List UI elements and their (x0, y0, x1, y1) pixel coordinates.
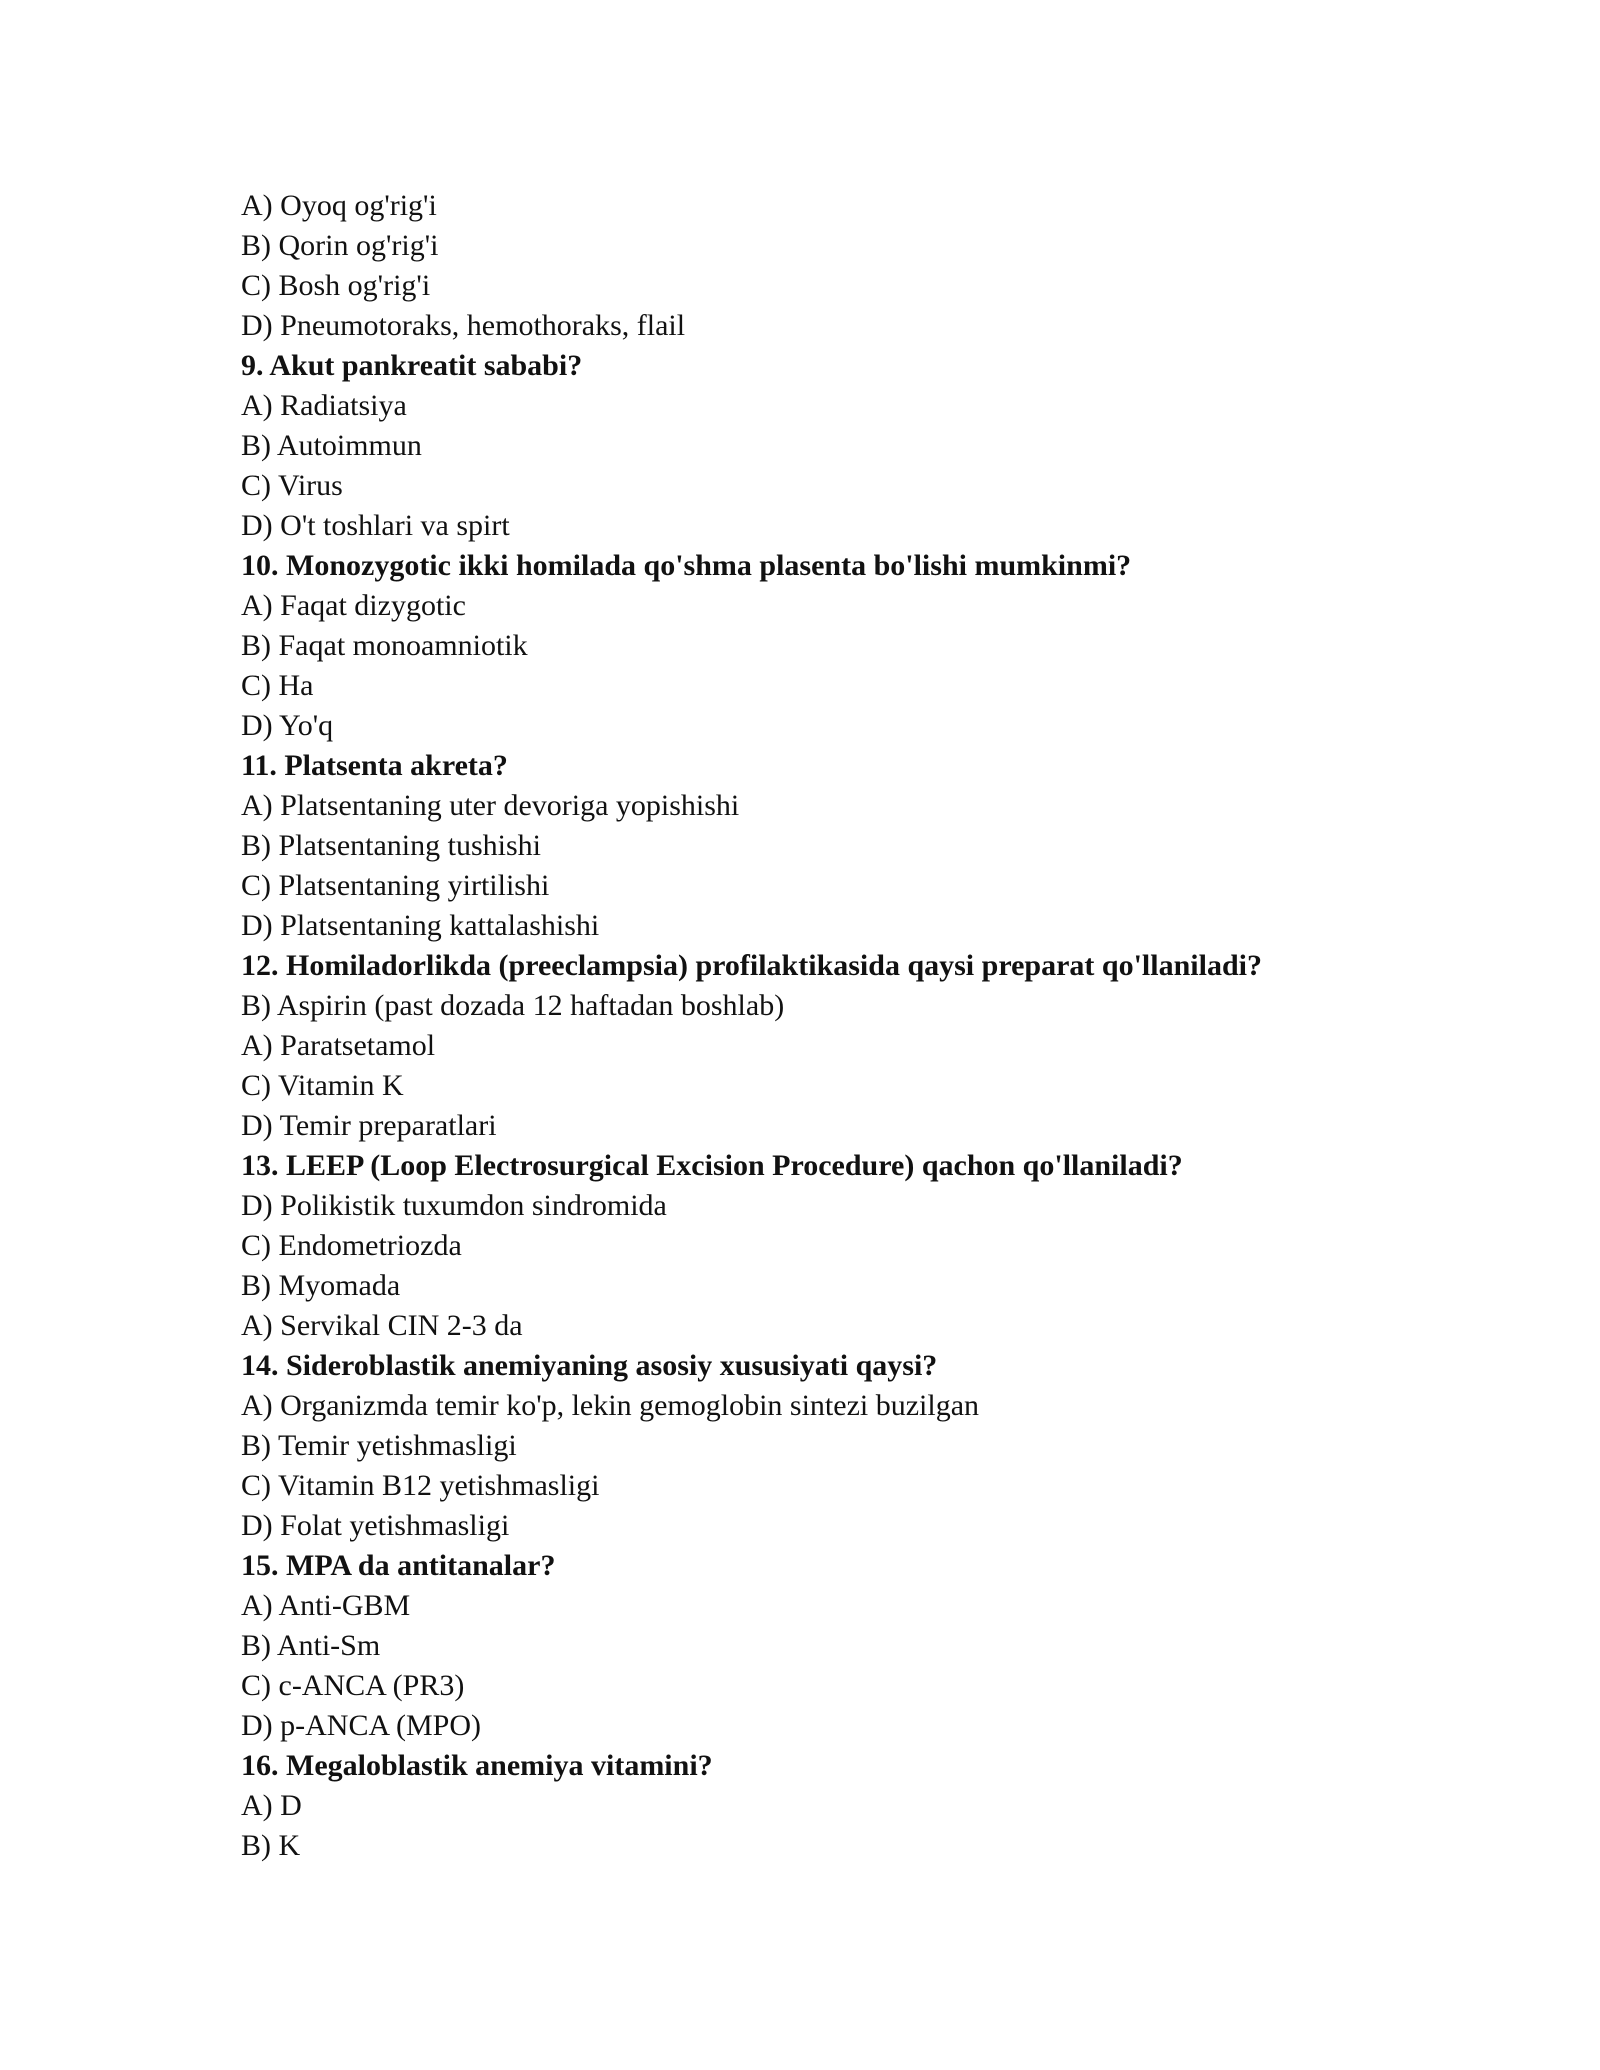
answer-option: D) Pneumotoraks, hemothoraks, flail (241, 309, 686, 342)
quiz-content (241, 186, 1441, 1866)
answer-option: C) Bosh og'rig'i (241, 269, 431, 302)
answer-option: B) K (241, 1829, 301, 1862)
answer-option: D) Polikistik tuxumdon sindromida (241, 1189, 667, 1222)
answer-option: B) Myomada (241, 1269, 401, 1302)
answer-option: D) Yo'q (241, 709, 334, 742)
answer-option: D) Folat yetishmasligi (241, 1509, 510, 1542)
answer-option: B) Autoimmun (241, 429, 422, 462)
answer-option: A) D (241, 1789, 302, 1822)
answer-option: A) Platsentaning uter devoriga yopishishi (241, 789, 740, 822)
answer-option: C) Ha (241, 669, 314, 702)
answer-option: A) Organizmda temir ko'p, lekin gemoglobin sintezi buzilgan (241, 1389, 980, 1422)
answer-option: A) Servikal CIN 2-3 da (241, 1309, 523, 1342)
answer-option: C) Virus (241, 469, 343, 502)
answer-option: A) Anti-GBM (241, 1589, 411, 1622)
answer-option: B) Platsentaning tushishi (241, 829, 541, 862)
answer-option: C) Vitamin B12 yetishmasligi (241, 1469, 600, 1502)
answer-option: A) Paratsetamol (241, 1029, 436, 1062)
answer-option: D) Temir preparatlari (241, 1109, 497, 1142)
answer-option: D) Platsentaning kattalashishi (241, 909, 600, 942)
answer-option: A) Oyoq og'rig'i (241, 189, 437, 222)
answer-option: B) Aspirin (past dozada 12 haftadan boshlab) (241, 989, 785, 1022)
question-text: 15. MPA da antitanalar? (241, 1549, 556, 1582)
answer-option: B) Temir yetishmasligi (241, 1429, 517, 1462)
answer-option: C) Endometriozda (241, 1229, 462, 1262)
answer-option: B) Qorin og'rig'i (241, 229, 439, 262)
question-text: 14. Sideroblastik anemiyaning asosiy xususiyati qaysi? (241, 1349, 938, 1382)
answer-option: C) Platsentaning yirtilishi (241, 869, 550, 902)
question-text: 10. Monozygotic ikki homilada qo'shma plasenta bo'lishi mumkinmi? (241, 549, 1132, 582)
question-text: 12. Homiladorlikda (preeclampsia) profilaktikasida qaysi preparat qo'llaniladi? (241, 949, 1262, 982)
answer-option: A) Faqat dizygotic (241, 589, 466, 622)
answer-option: D) O't toshlari va spirt (241, 509, 510, 542)
answer-option: B) Faqat monoamniotik (241, 629, 528, 662)
answer-option: D) p-ANCA (MPO) (241, 1709, 481, 1742)
question-text: 13. LEEP (Loop Electrosurgical Excision Procedure) qachon qo'llaniladi? (241, 1149, 1183, 1182)
question-text: 9. Akut pankreatit sababi? (241, 349, 583, 382)
answer-option: A) Radiatsiya (241, 389, 407, 422)
answer-option: B) Anti-Sm (241, 1629, 381, 1662)
question-text: 16. Megaloblastik anemiya vitamini? (241, 1749, 713, 1782)
question-text: 11. Platsenta akreta? (241, 749, 508, 782)
answer-option: C) Vitamin K (241, 1069, 404, 1102)
answer-option: C) c-ANCA (PR3) (241, 1669, 465, 1702)
